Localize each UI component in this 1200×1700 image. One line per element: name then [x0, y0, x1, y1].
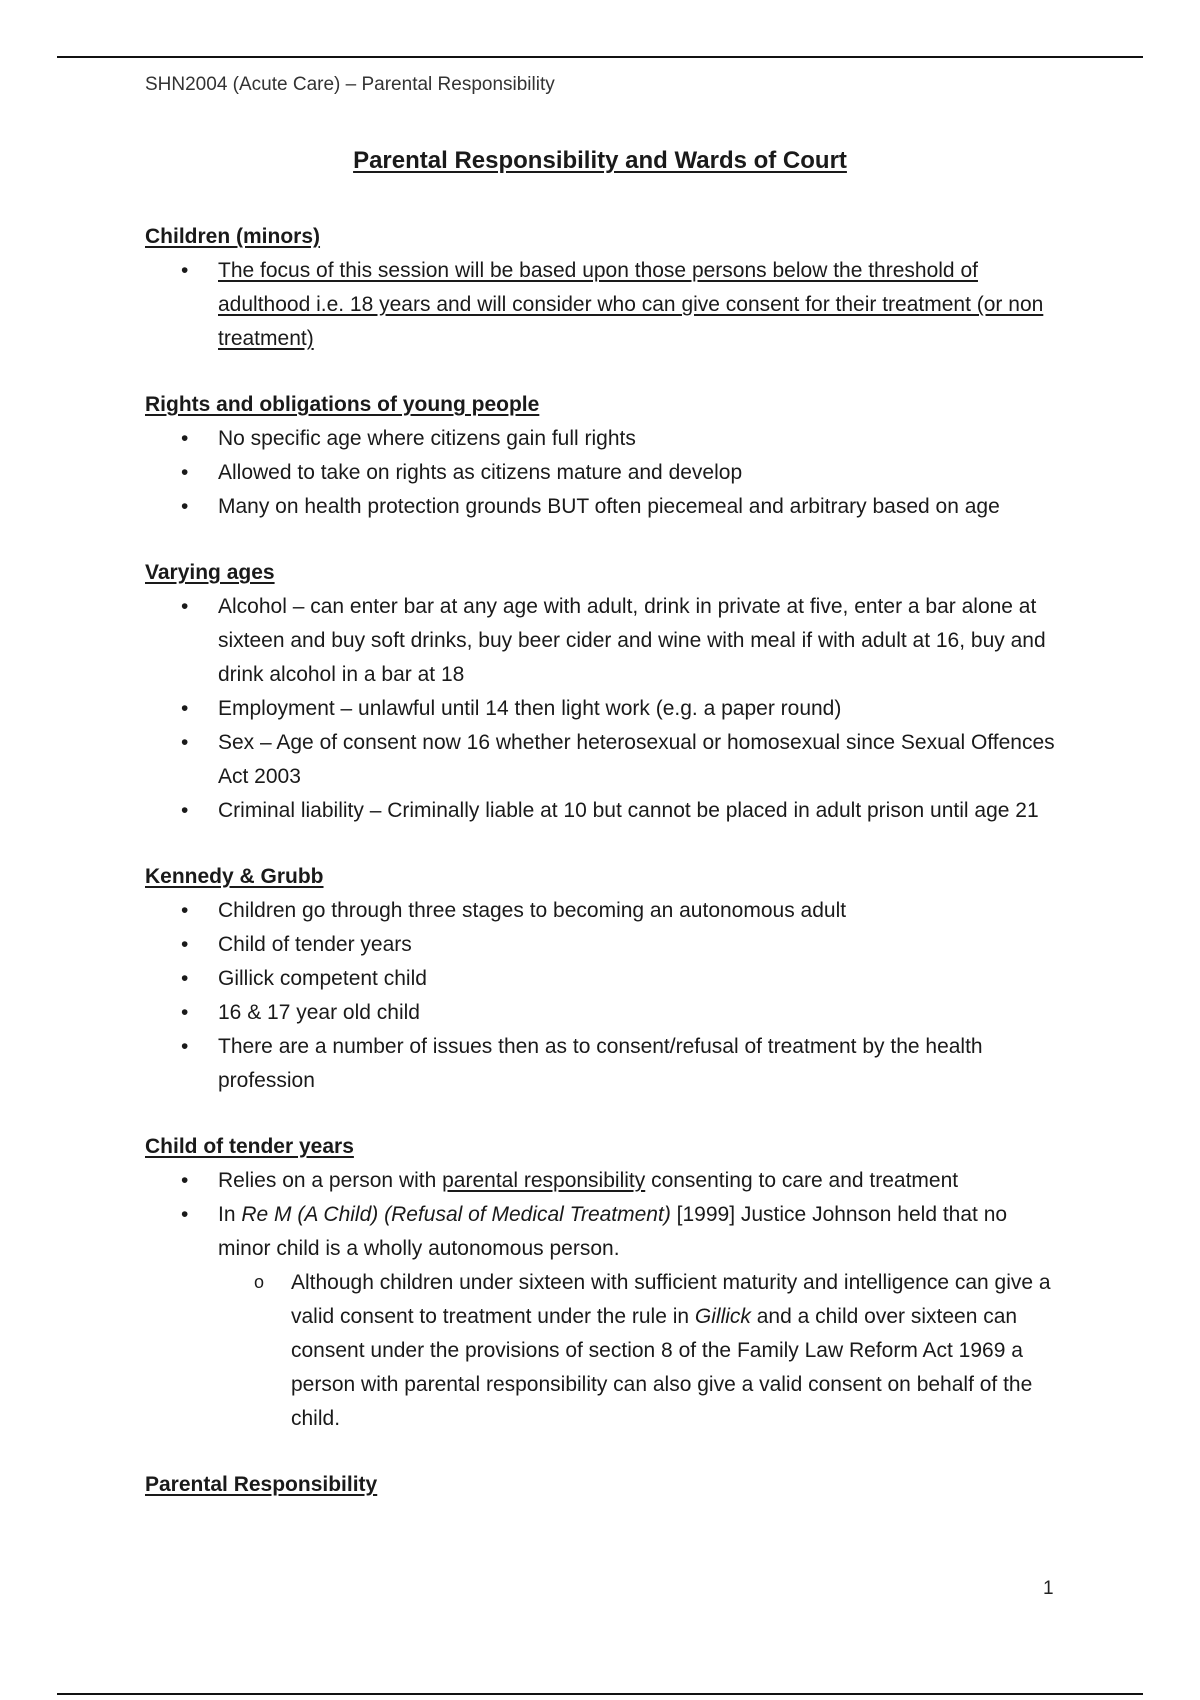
- text-run: consenting to care and treatment: [645, 1169, 959, 1192]
- section-heading: Varying ages: [145, 561, 275, 584]
- section-parental-responsibility: [145, 1468, 1065, 1502]
- list-item: [145, 1164, 1065, 1198]
- list-item: • Allowed to take on rights as citizens mature and develop: [145, 456, 1065, 490]
- bullet-list: [145, 894, 1065, 1098]
- section-tender-years: [145, 1130, 1065, 1436]
- list-item: • 16 & 17 year old child: [145, 996, 1065, 1030]
- text-run: In: [218, 1203, 242, 1226]
- page-title: [0, 147, 1200, 175]
- list-item: • Criminal liability – Criminally liable at 10 but cannot be placed in adult prison until age 21: [145, 794, 1065, 828]
- running-header: SHN2004 (Acute Care) – Parental Responsibility: [145, 74, 555, 95]
- bullet-list: [145, 422, 1065, 524]
- list-item: • Gillick competent child: [145, 962, 1065, 996]
- parental-responsibility-term: parental responsibility: [442, 1169, 646, 1192]
- section-rights: [145, 388, 1065, 524]
- list-item: • Many on health protection grounds BUT often piecemeal and arbitrary based on age: [145, 490, 1065, 524]
- list-item: • The focus of this session will be based upon those persons below the threshold of adulthood i.e. 18 years and will consider who can give consent for their treatment (or non treatment): [145, 254, 1065, 356]
- list-item: • Alcohol – can enter bar at any age with adult, drink in private at five, enter a bar alone at sixteen and buy soft drinks, buy beer cider and wine with meal if with adult at 16, buy and drink alcohol in a bar at 18: [145, 590, 1065, 692]
- list-item: • Employment – unlawful until 14 then light work (e.g. a paper round): [145, 692, 1065, 726]
- page-title-text: Parental Responsibility and Wards of Court: [353, 147, 847, 174]
- list-item: • Children go through three stages to becoming an autonomous adult: [145, 894, 1065, 928]
- list-item: • Child of tender years: [145, 928, 1065, 962]
- page-number: 1: [1043, 1578, 1054, 1599]
- header-rule: [57, 56, 1143, 58]
- section-heading: Child of tender years: [145, 1135, 354, 1158]
- section-kennedy-grubb: [145, 860, 1065, 1098]
- list-item: • There are a number of issues then as to consent/refusal of treatment by the health profession: [145, 1030, 1065, 1098]
- bullet-list: [145, 254, 1065, 356]
- section-varying-ages: [145, 556, 1065, 828]
- list-item: [145, 1198, 1065, 1436]
- sub-list: [218, 1266, 1065, 1436]
- section-children: [145, 220, 1065, 356]
- section-heading: Parental Responsibility: [145, 1473, 378, 1496]
- bullet-list: [145, 1164, 1065, 1436]
- section-heading: Kennedy & Grubb: [145, 865, 324, 888]
- text-run: [1999] Justice Johnson held that no minor child is a wholly autonomous person.: [218, 1203, 1008, 1260]
- bullet-list: [145, 590, 1065, 828]
- list-item: • Sex – Age of consent now 16 whether heterosexual or homosexual since Sexual Offences Act 2003: [145, 726, 1065, 794]
- document-body: [145, 220, 1065, 1534]
- section-heading: Rights and obligations of young people: [145, 393, 540, 416]
- text-run: Relies on a person with: [218, 1169, 443, 1192]
- footer-rule: [57, 1693, 1143, 1695]
- case-citation: Gillick: [694, 1305, 751, 1328]
- case-citation: Re M (A Child) (Refusal of Medical Treatment): [241, 1203, 671, 1226]
- sub-list-item: [218, 1266, 1065, 1436]
- text-run: Although children under sixteen with sufficient maturity and intelligence can give a valid consent to treatment under the rule in: [291, 1271, 1051, 1328]
- list-item: • No specific age where citizens gain full rights: [145, 422, 1065, 456]
- section-heading: Children (minors): [145, 225, 321, 248]
- text-run: and a child over sixteen can consent under the provisions of section 8 of the Family Law Reform Act 1969 a person with parental responsibility can also give a valid consent on behalf of the child.: [291, 1305, 1033, 1430]
